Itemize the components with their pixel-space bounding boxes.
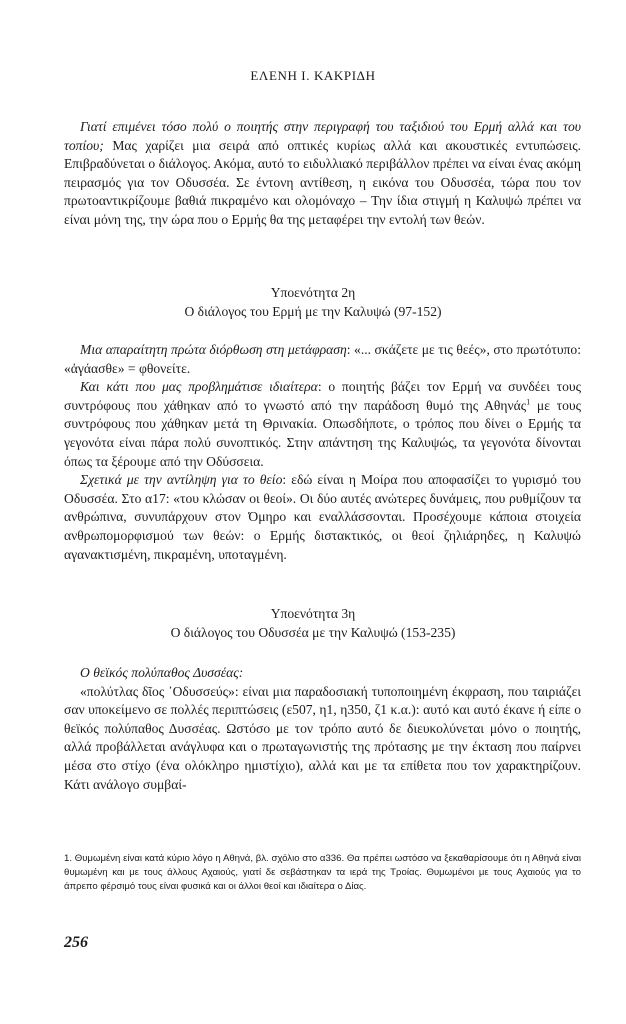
section-heading-3 (0, 604, 626, 642)
italic-lead: Και κάτι που μας προβλημάτισε ιδιαίτερα (80, 379, 318, 395)
paragraph-text: : «... σκάζετε με τις θεές», στο πρωτότυπο: «ἀγάασθε» = φθονείτε. (64, 342, 581, 376)
section-title: Υποενότητα 2η (270, 285, 356, 300)
footnote: 1. Θυμωμένη είναι κατά κύριο λόγο η Αθηνά, βλ. σχόλιο στο α336. Θα πρέπει ωστόσο να ξεκαθαρίσουμε ότι η Αθηνά είναι θυμωμένη και με τους άλλους Αχαιούς, γιατί δε σεβάστηκαν τα ιερά της Τροίας. Θυμωμένοι με τους Αχαιούς για το άπρεπο φέρσιμό τους είναι φυσικά και οι άλλοι θεοί και ιδιαίτερα ο Δίας. (64, 853, 581, 892)
paragraph-text: Μας χαρίζει μια σειρά από οπτικές κυρίως αλλά και ακουστικές εντυπώσεις. Επιβραδύνεται ο διάλογος. Ακόμα, αυτό το ειδυλλιακό περιβάλλον πρέπει να είναι ένας ακόμη πειρασμός για τον Οδυσσέα. Σε έντονη αντίθεση, η εικόνα του Οδυσσέα, τώρα που τον πρωτοαντικρίζουμε βαθιά πικραμένο και ολομόναχο – Την ίδια στιγμή η Καλυψώ πρέπει να είναι μόνη της, την ώρα που ο Ερμής θα της μεταφέρει την εντολή των θεών. (64, 137, 581, 227)
section-subtitle: Ο διάλογος του Ερμή με την Καλυψώ (97-152) (184, 304, 442, 319)
italic-lead: Γιατί επιμένει τόσο πολύ ο ποιητής στην περιγραφή του ταξιδιού του Ερμή αλλά και του τοπίου; (64, 119, 581, 153)
paragraph-text: : ο ποιητής βάζει τον Ερμή να συνδέει τους συντρόφους που χάθηκαν από το γνωστό από την παράδοση θυμό της Αθηνάς (64, 379, 581, 413)
section-title: Υποενότητα 3η (270, 606, 356, 621)
section-2-body (64, 341, 581, 564)
footnote-ref[interactable]: 1 (526, 397, 531, 407)
page-number: 256 (64, 934, 88, 951)
paragraph-intro (64, 118, 581, 230)
section-subtitle: Ο διάλογος του Οδυσσέα με την Καλυψώ (153-235) (170, 625, 456, 640)
italic-lead: Μια απαραίτητη πρώτα διόρθωση στη μετάφραση (80, 342, 347, 357)
section-3-body (64, 664, 581, 794)
paragraph-divine (64, 471, 581, 564)
running-header: ΕΛΕΝΗ Ι. ΚΑΚΡΙΔΗ (250, 68, 376, 83)
section-heading-2 (0, 283, 626, 321)
paragraph-text: με τους συντρόφους που χάθηκαν μετά τη Θρινακία. Οπωσδήποτε, ο τρόπος που δίνει ο Ερμής τα γεγονότα είναι πάρα πολύ συνοπτικός. Στην απάντηση της Καλυψώς, τα γεγονότα δίνονται όπως τα ξέρουμε από την Οδύσσεια. (64, 397, 581, 469)
italic-lead: Σχετικά με την αντίληψη για το θείο (80, 472, 283, 488)
italic-subheading: Ο θεϊκός πολύπαθος Δυσσέας: (80, 665, 244, 680)
paragraph-translation (64, 341, 581, 378)
paragraph-problem (64, 378, 581, 471)
paragraph-epithet: «πολύτλας δῖος ᾿Οδυσσεύς»: είναι μια παραδοσιακή τυποποιημένη έκφραση, που ταιριάζει σαν υποκείμενο σε πολλές περιπτώσεις (ε507, η1, η350, ζ1 κ.α.): αυτό και αυτό έκανε ή είπε ο θεϊκός πολύπαθος Δυσσέας. Ωστόσο με τον τρόπο αυτό δε διευκολύνεται μόνο ο ποιητής, αλλά προβάλλεται ανάγλυφα και ο πρωταγωνιστής της πρότασης με την έκταση που παίρνει μέσα στο στίχο (ένα ολόκληρο ημιστίχιο), αλλά και με τα επίθετα που τον χαρακτηρίζουν. Κάτι ανάλογο συμβαί- (64, 683, 581, 792)
paragraph-text: : εδώ είναι η Μοίρα που αποφασίζει το γυρισμό του Οδυσσέα. Στο α17: «του κλώσαν οι θεοί». Οι δύο αυτές ανώτερες δυνάμεις, που ρυθμίζουν τα ανθρώπινα, συνυπάρχουν στον Όμηρο και εναλλάσσονται. Προσέχουμε κάποια στοιχεία ανθρωπομορφισμού των θεών: ο Ερμής διστακτικός, οι θεοί ζηλιάρηδες, η Καλυψώ αγανακτισμένη, πικραμένη, υποταγμένη. (64, 472, 582, 562)
